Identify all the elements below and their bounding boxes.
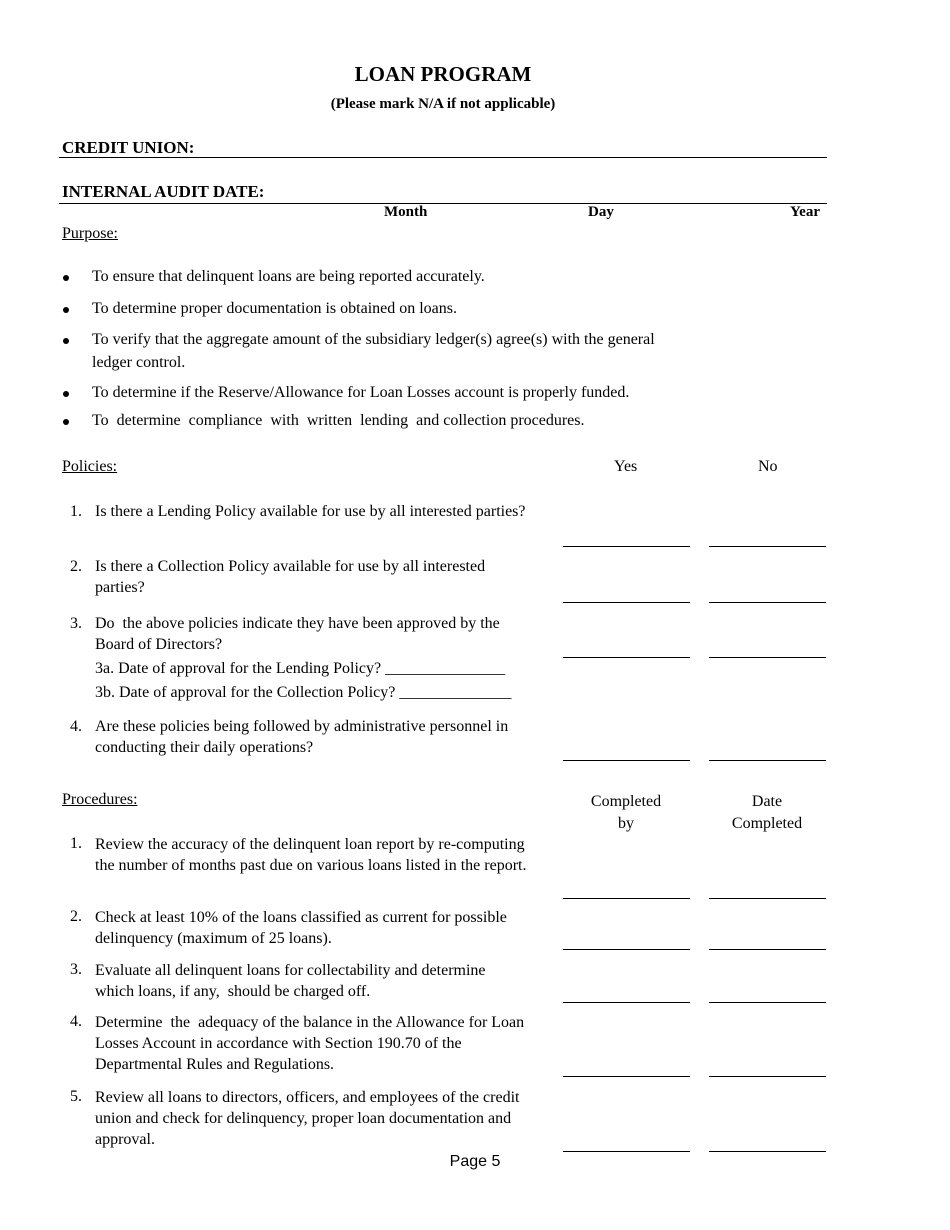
procedure-number: 4.	[70, 1013, 82, 1030]
policy-question-line: parties?	[95, 579, 145, 596]
audit-date-label: INTERNAL AUDIT DATE:	[62, 182, 265, 201]
yes-column-label: Yes	[614, 458, 638, 475]
procedure-number: 5.	[70, 1088, 82, 1105]
procedure-step-line: Review all loans to directors, officers, and employees of the credit	[95, 1089, 520, 1106]
policy-question-line: Is there a Lending Policy available for use by all interested parties?	[95, 503, 526, 520]
policy-question-line: conducting their daily operations?	[95, 739, 314, 756]
collection-approval-date[interactable]: 3b. Date of approval for the Collection Policy? ______________	[95, 684, 512, 701]
policy-question	[95, 613, 500, 655]
policy-no-answer-line[interactable]	[709, 760, 826, 761]
completed-by-answer-line[interactable]	[563, 1002, 690, 1003]
policy-number: 1.	[70, 503, 82, 520]
credit-union-field[interactable]	[59, 157, 827, 158]
date-completed-answer-line[interactable]	[709, 898, 826, 899]
date-completed-line: Date	[751, 793, 783, 810]
procedure-step	[95, 1012, 524, 1075]
procedure-number: 3.	[70, 961, 82, 978]
procedure-step-line: which loans, if any, should be charged off.	[95, 983, 371, 1000]
purpose-heading: Purpose:	[62, 225, 118, 242]
policy-no-answer-line[interactable]	[709, 602, 826, 603]
bullet-icon	[63, 419, 69, 425]
procedure-step-line: Review the accuracy of the delinquent loan report by re-computing	[95, 836, 525, 853]
purpose-item-continued: ledger control.	[92, 354, 186, 371]
procedure-number: 1.	[70, 835, 82, 852]
policy-question-line: Is there a Collection Policy available for use by all interested	[95, 558, 486, 575]
purpose-item: To determine if the Reserve/Allowance for Loan Losses account is properly funded.	[92, 384, 630, 401]
procedure-step-line: Check at least 10% of the loans classified as current for possible	[95, 909, 507, 926]
bullet-icon	[63, 338, 69, 344]
completed-by-column-label	[565, 791, 687, 835]
policy-yes-answer-line[interactable]	[563, 546, 690, 547]
purpose-item: To determine proper documentation is obtained on loans.	[92, 300, 458, 317]
completed-by-line: by	[618, 815, 634, 832]
date-completed-answer-line[interactable]	[709, 949, 826, 950]
no-column-label: No	[758, 458, 778, 475]
page-title: LOAN PROGRAM	[354, 62, 532, 86]
policy-number: 4.	[70, 718, 82, 735]
completed-by-answer-line[interactable]	[563, 898, 690, 899]
date-completed-answer-line[interactable]	[709, 1151, 826, 1152]
policy-question	[95, 716, 508, 758]
procedure-step-line: union and check for delinquency, proper loan documentation and	[95, 1110, 512, 1127]
policy-yes-answer-line[interactable]	[563, 602, 690, 603]
credit-union-label: CREDIT UNION:	[62, 138, 195, 157]
procedure-step	[95, 1087, 519, 1150]
policy-question-line: Do the above policies indicate they have been approved by the	[95, 615, 500, 632]
date-completed-column-label	[708, 791, 826, 835]
procedure-step-line: Losses Account in accordance with Section 190.70 of the	[95, 1035, 462, 1052]
completed-by-answer-line[interactable]	[563, 1151, 690, 1152]
policy-question-line: Board of Directors?	[95, 636, 223, 653]
policy-yes-answer-line[interactable]	[563, 657, 690, 658]
procedure-step-line: Determine the adequacy of the balance in the Allowance for Loan	[95, 1014, 525, 1031]
month-label: Month	[384, 204, 428, 220]
lending-approval-date[interactable]: 3a. Date of approval for the Lending Policy? _______________	[95, 660, 506, 677]
policy-question-line: Are these policies being followed by administrative personnel in	[95, 718, 509, 735]
procedures-heading: Procedures:	[62, 791, 138, 808]
audit-date-field[interactable]	[59, 203, 827, 204]
policy-yes-answer-line[interactable]	[563, 760, 690, 761]
completed-by-answer-line[interactable]	[563, 1076, 690, 1077]
date-completed-answer-line[interactable]	[709, 1002, 826, 1003]
procedure-number: 2.	[70, 908, 82, 925]
policies-heading: Policies:	[62, 458, 118, 475]
procedure-step-line: approval.	[95, 1131, 155, 1148]
day-label: Day	[588, 204, 614, 220]
procedure-step-line: Evaluate all delinquent loans for collectability and determine	[95, 962, 486, 979]
policy-number: 3.	[70, 615, 82, 632]
purpose-item: To ensure that delinquent loans are being reported accurately.	[92, 268, 485, 285]
procedure-step	[95, 960, 486, 1002]
completed-by-answer-line[interactable]	[563, 949, 690, 950]
purpose-item: To verify that the aggregate amount of the subsidiary ledger(s) agree(s) with the general	[92, 331, 655, 348]
date-completed-answer-line[interactable]	[709, 1076, 826, 1077]
bullet-icon	[63, 275, 69, 281]
policy-no-answer-line[interactable]	[709, 657, 826, 658]
date-completed-line: Completed	[731, 815, 803, 832]
bullet-icon	[63, 391, 69, 397]
year-label: Year	[790, 204, 820, 220]
procedure-step-line: delinquency (maximum of 25 loans).	[95, 930, 332, 947]
policy-question	[95, 556, 485, 598]
page-number: Page 5	[449, 1153, 501, 1170]
procedure-step-line: the number of months past due on various loans listed in the report.	[95, 857, 527, 874]
completed-by-line: Completed	[590, 793, 662, 810]
procedure-step	[95, 834, 526, 876]
procedure-step-line: Departmental Rules and Regulations.	[95, 1056, 335, 1073]
policy-no-answer-line[interactable]	[709, 546, 826, 547]
policy-question	[95, 501, 526, 522]
policy-number: 2.	[70, 558, 82, 575]
page-subtitle: (Please mark N/A if not applicable)	[330, 96, 556, 112]
procedure-step	[95, 907, 507, 949]
bullet-icon	[63, 307, 69, 313]
purpose-item: To determine compliance with written lending and collection procedures.	[92, 412, 585, 429]
